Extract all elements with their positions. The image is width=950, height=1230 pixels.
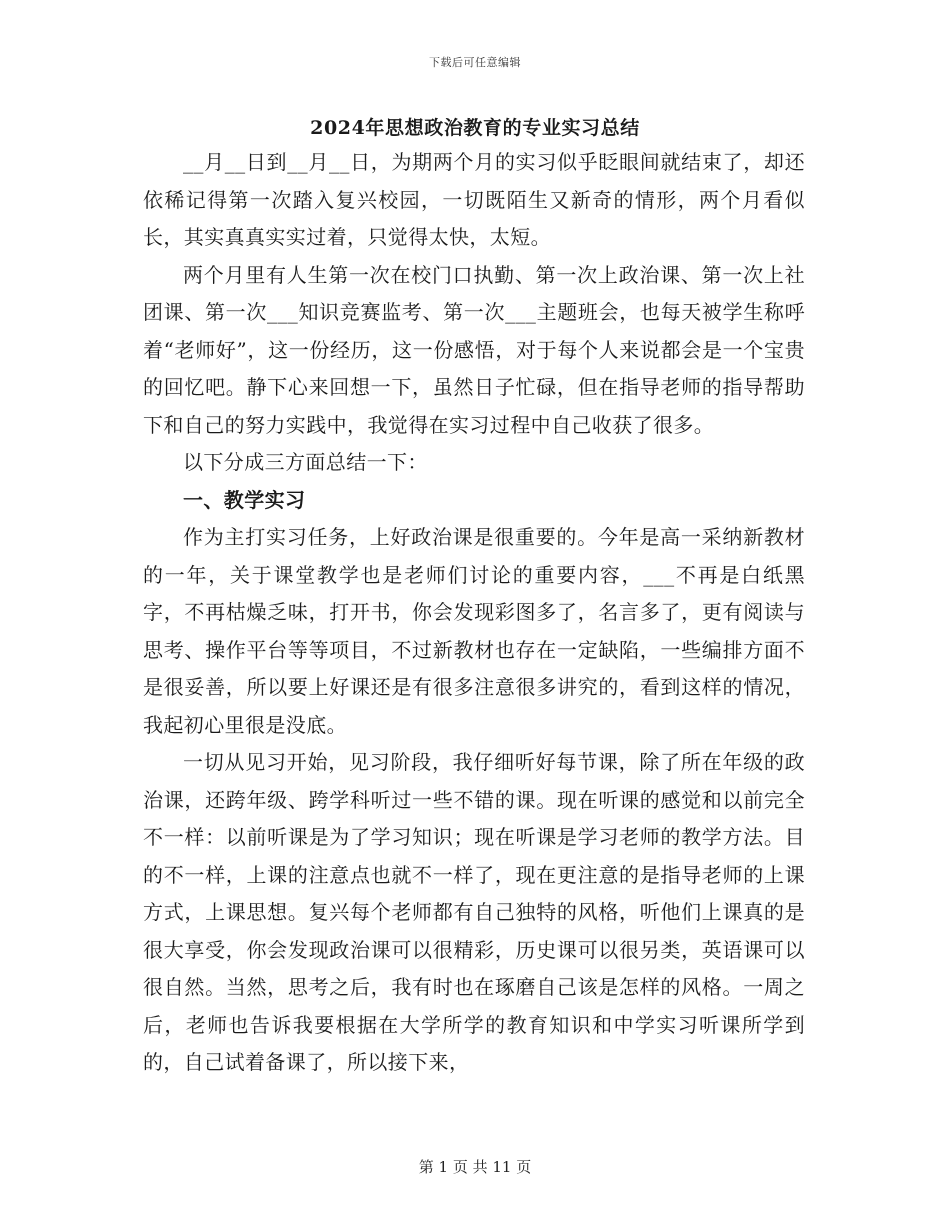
paragraph: __月__日到__月__日，为期两个月的实习似乎眨眼间就结束了，却还依稀记得第一次踏入复兴校园，一切既陌生又新奇的情形，两个月看似长，其实真真实实过着，只觉得太快，太短。 [143,150,805,249]
page-footer: 第 1 页 共 11 页 [418,1158,532,1176]
document-title: 2024年思想政治教育的专业实习总结 [310,117,640,139]
document-body [143,144,805,1082]
paragraph: 作为主打实习任务，上好政治课是很重要的。今年是高一采纳新教材的一年，关于课堂教学也是老师们讨论的重要内容，___不再是白纸黑字，不再枯燥乏味，打开书，你会发现彩图多了，名言多了，更有阅读与思考、操作平台等等项目，不过新教材也存在一定缺陷，一些编排方面不是很妥善，所以要上好课还是有很多注意很多讲究的，看到这样的情况，我起初心里很是没底。 [143,525,805,737]
paragraph: 以下分成三方面总结一下： [183,450,428,474]
paragraph: 一切从见习开始，见习阶段，我仔细听好每节课，除了所在年级的政治课，还跨年级、跨学科听过一些不错的课。现在听课的感觉和以前完全不一样：以前听课是为了学习知识；现在听课是学习老师的教学方法。目的不一样，上课的注意点也就不一样了，现在更注意的是指导老师的上课方式，上课思想。复兴每个老师都有自己独特的风格，听他们上课真的是很大享受，你会发现政治课可以很精彩，历史课可以很另类，英语课可以很自然。当然，思考之后，我有时也在琢磨自己该是怎样的风格。一周之后，老师也告诉我要根据在大学所学的教育知识和中学实习听课所学到的，自己试着备课了，所以接下来， [143,750,805,1074]
section-heading: 一、教学实习 [183,487,306,512]
paragraph: 两个月里有人生第一次在校门口执勤、第一次上政治课、第一次上社团课、第一次___知识竞赛监考、第一次___主题班会，也每天被学生称呼着“老师好”，这一份经历，这一份感悟，对于每个人来说都会是一个宝贵的回忆吧。静下心来回想一下，虽然日子忙碌，但在指导老师的指导帮助下和自己的努力实践中，我觉得在实习过程中自己收获了很多。 [143,262,805,437]
page-header-note: 下载后可任意编辑 [429,56,521,69]
